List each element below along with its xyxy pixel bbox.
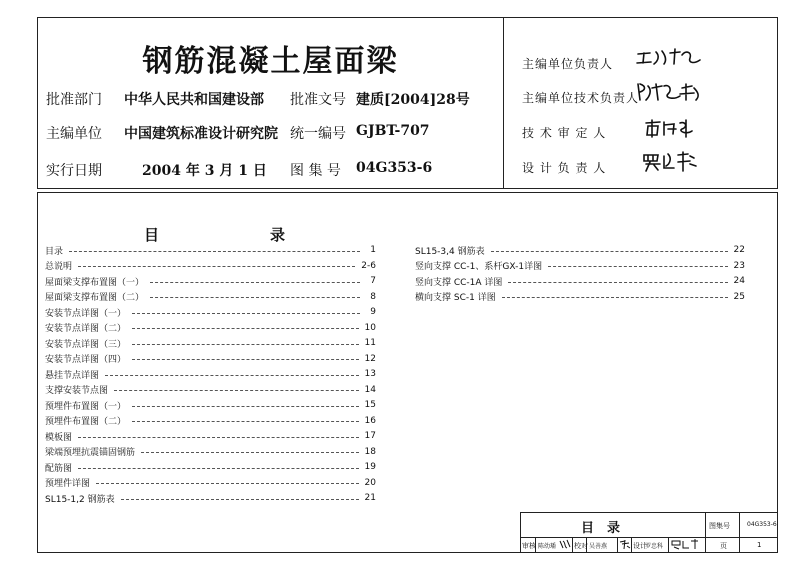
toc-leader-line	[150, 297, 360, 298]
title-block-name: 目 录	[581, 521, 621, 536]
approval-no-label-wrap	[290, 89, 346, 109]
toc-entry-page: 20	[364, 477, 376, 488]
toc-leader-line	[132, 359, 359, 360]
approval-no-value-wrap	[356, 89, 470, 109]
toc-entry	[45, 384, 376, 396]
title-block-check-signature	[619, 538, 631, 552]
toc-leader-line	[96, 483, 359, 484]
toc-leader-line	[132, 344, 359, 345]
effective-date-value: 2004 年 3 月 1 日	[142, 163, 267, 179]
title-block-design-label: 设计	[633, 542, 647, 550]
approval-dept-row	[46, 89, 102, 109]
title-block-review-signature	[559, 538, 571, 552]
toc-leader-line	[132, 328, 359, 329]
toc-entry	[45, 291, 376, 303]
contents-panel	[37, 192, 778, 553]
atlas-no-value-wrap	[356, 160, 432, 176]
title-block-review-name: 陈幼璠	[538, 543, 557, 550]
toc-leader-line	[502, 297, 728, 298]
toc-leader-line	[69, 251, 360, 252]
toc-entry-page: 9	[370, 307, 376, 317]
toc-entry	[415, 244, 745, 256]
toc-leader-line	[132, 406, 359, 407]
toc-title-right: 录	[270, 226, 286, 244]
title-block-page-value: 1	[757, 541, 762, 549]
toc-entry-page: 25	[733, 291, 745, 302]
editor-unit-label: 主编单位	[46, 126, 102, 142]
unified-no-value: GJBT-707	[356, 123, 430, 139]
tech-reviewer-label: 技 术 审 定 人	[522, 126, 607, 140]
title-block-check-label: 校对	[574, 542, 588, 550]
toc-entry-page: 17	[364, 431, 376, 441]
title-block-atlas-value: 04G353-6	[747, 521, 777, 528]
toc-entry-label: 模板图	[45, 432, 73, 443]
atlas-no-label-wrap	[290, 160, 341, 180]
toc-entry-page: 2-6	[361, 260, 376, 271]
toc-entry-page: 14	[364, 384, 376, 395]
toc-entry	[45, 446, 376, 458]
toc-entry	[415, 291, 745, 303]
signature-tech-reviewer	[642, 117, 698, 143]
design-head-label: 设 计 负 责 人	[522, 161, 607, 175]
toc-entry	[45, 244, 376, 256]
chief-tech-head-label: 主编单位技术负责人	[522, 91, 640, 105]
toc-entry-page: 18	[364, 446, 376, 457]
signature-chief-tech-head	[634, 80, 706, 108]
toc-leader-line	[105, 375, 359, 376]
header-divider	[503, 18, 504, 188]
toc-entry	[45, 322, 376, 334]
toc-leader-line	[78, 468, 359, 469]
editor-unit-value: 中国建筑标准设计研究院	[124, 126, 278, 142]
toc-entry-label: 安装节点详图（二）	[45, 324, 127, 334]
effective-date-value-wrap	[142, 160, 267, 180]
toc-entry-label: SL15-1,2 钢筋表	[45, 494, 115, 505]
toc-entry	[45, 306, 376, 318]
toc-entry-page: 22	[733, 245, 745, 255]
toc-entry-label: 预埋件布置图（一）	[45, 401, 127, 412]
toc-entry-page: 13	[364, 369, 376, 379]
toc-entry-label: 竖向支撑 CC-1、系杆GX-1详图	[415, 262, 543, 272]
toc-leader-line	[141, 452, 359, 453]
atlas-no-value: 04G353-6	[356, 160, 433, 176]
title-block	[520, 512, 778, 553]
toc-entry-label: 屋面梁支撑布置图（二）	[45, 293, 145, 303]
toc-title-left: 目	[144, 226, 160, 244]
drawing-title: 钢筋混凝土屋面梁	[142, 44, 399, 79]
toc-entry-page: 16	[364, 415, 376, 426]
toc-leader-line	[132, 313, 360, 314]
toc-entry	[415, 275, 745, 287]
toc-entry-page: 15	[364, 400, 376, 410]
toc-entry	[45, 260, 376, 272]
toc-entry	[45, 275, 376, 287]
toc-entry-page: 12	[364, 353, 376, 364]
toc-entry-label: 预埋件详图	[45, 479, 91, 489]
toc-entry-page: 10	[364, 322, 376, 333]
toc-entry-label: 总说明	[45, 262, 73, 272]
title-block-page-label: 页	[720, 542, 727, 550]
toc-entry	[45, 337, 376, 349]
toc-entry-label: 安装节点详图（四）	[45, 355, 127, 365]
toc-entry-label: 悬挂节点详图	[45, 370, 100, 381]
toc-entry-label: 支撑安装节点图	[45, 386, 109, 396]
toc-leader-line	[150, 282, 360, 283]
title-block-design-name: 罗忠科	[645, 543, 664, 550]
title-block-check-name: 吴善燕	[589, 543, 608, 550]
editor-unit-value-wrap	[124, 123, 278, 143]
toc-leader-line	[508, 282, 727, 283]
toc-leader-line	[132, 421, 359, 422]
toc-leader-line	[121, 499, 359, 500]
signature-chief-unit-head	[634, 46, 706, 72]
approval-dept-label: 批准部门	[46, 92, 102, 108]
toc-entry-page: 23	[733, 260, 745, 271]
toc-entry	[45, 353, 376, 365]
toc-entry-label: 梁端预埋抗震锚固钢筋	[45, 448, 136, 458]
toc-entry-label: SL15-3,4 钢筋表	[415, 246, 485, 257]
toc-leader-line	[78, 437, 359, 438]
approval-no-label: 批准文号	[290, 92, 346, 108]
toc-entry-page: 24	[733, 276, 745, 286]
toc-leader-line	[114, 390, 359, 391]
editor-unit-label-wrap	[46, 123, 102, 143]
toc-entry-page: 19	[364, 462, 376, 472]
toc-leader-line	[491, 251, 728, 252]
toc-entry-label: 横向支撑 SC-1 详图	[415, 293, 496, 303]
toc-entry-page: 21	[364, 493, 376, 503]
toc-entry	[45, 477, 376, 489]
title-block-design-signature	[671, 538, 701, 552]
toc-entry	[415, 260, 745, 272]
toc-entry	[45, 415, 376, 427]
toc-entry-label: 目录	[45, 246, 64, 257]
approval-no-value: 建质[2004]28号	[356, 92, 470, 108]
toc-entry-label: 竖向支撑 CC-1A 详图	[415, 277, 503, 288]
toc-entry-label: 安装节点详图（三）	[45, 339, 127, 350]
title-block-review-label: 审核	[522, 542, 536, 550]
toc-entry	[45, 492, 376, 504]
toc-leader-line	[78, 266, 355, 267]
title-block-atlas-label: 图集号	[709, 522, 730, 530]
chief-unit-head-label: 主编单位负责人	[522, 57, 614, 71]
toc-entry-page: 11	[364, 338, 376, 348]
toc-entry	[45, 399, 376, 411]
effective-date-label-wrap	[46, 160, 102, 180]
approval-dept-value-wrap	[124, 89, 264, 109]
toc-entry-page: 1	[370, 245, 376, 255]
unified-no-label-wrap	[290, 123, 346, 143]
toc-entry-page: 8	[370, 291, 376, 302]
toc-entry-page: 7	[370, 276, 376, 286]
toc-entry-label: 安装节点详图（一）	[45, 308, 127, 319]
unified-no-value-wrap	[356, 123, 430, 139]
toc-leader-line	[548, 266, 727, 267]
toc-entry	[45, 368, 376, 380]
toc-entry-label: 屋面梁支撑布置图（一）	[45, 277, 145, 288]
effective-date-label: 实行日期	[46, 163, 102, 179]
approval-dept-value: 中华人民共和国建设部	[124, 92, 264, 108]
toc-entry	[45, 430, 376, 442]
atlas-no-label: 图 集 号	[290, 163, 341, 179]
header-panel	[37, 17, 778, 189]
toc-entry-label: 配筋图	[45, 463, 73, 474]
signature-design-head	[640, 150, 700, 178]
toc-entry-label: 预埋件布置图（二）	[45, 417, 127, 427]
unified-no-label: 统一编号	[290, 126, 346, 142]
toc-entry	[45, 461, 376, 473]
